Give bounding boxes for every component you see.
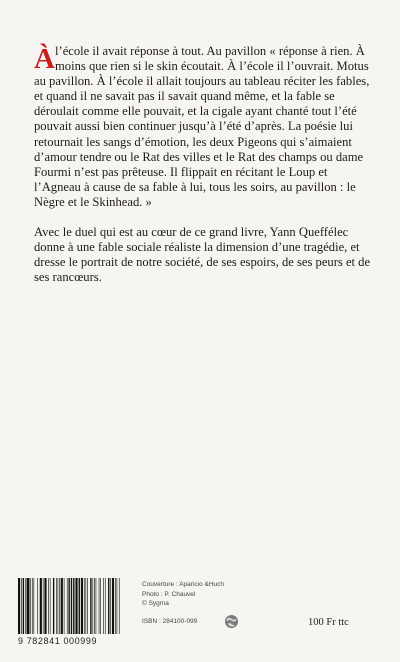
barcode-bar — [103, 578, 104, 634]
price: 100 Fr ttc — [308, 617, 349, 628]
barcode-bar — [73, 578, 74, 634]
drop-cap: À — [34, 43, 55, 75]
barcode-bar — [37, 578, 38, 634]
barcode-bar — [99, 578, 100, 634]
barcode-bar — [50, 578, 51, 634]
barcode-bar — [64, 578, 65, 634]
barcode-bar — [23, 578, 24, 634]
barcode-bar — [53, 578, 54, 634]
blurb-text — [34, 44, 372, 285]
barcode-bar — [44, 578, 46, 634]
barcode-bar — [27, 578, 30, 634]
barcode-bar — [110, 578, 111, 634]
barcode-bar — [117, 578, 118, 634]
blurb-paragraph-1 — [34, 44, 372, 210]
globe-icon — [224, 614, 239, 629]
barcode-bar — [105, 578, 106, 634]
barcode-bar — [61, 578, 63, 634]
barcode-bar — [58, 578, 59, 634]
barcode-bar — [112, 578, 114, 634]
barcode-bar — [75, 578, 77, 634]
barcode-bar — [81, 578, 83, 634]
barcode — [18, 578, 122, 634]
barcode-bar — [30, 578, 31, 634]
barcode-bar — [79, 578, 80, 634]
credit-agency: © Sygma — [142, 600, 169, 607]
barcode-bar — [96, 578, 97, 634]
blurb-paragraph-1-text: l’école il avait réponse à tout. Au pavillon « réponse à rien. À moins que rien si le skin écoutait. À l’école il l’ouvrait. Motus au pavillon. À l’école il allait toujours au tableau réciter les fables, et quand il ne savait pas il savait quand même, et la fable se déroulait comme elle pouvait, et la cigale ayant chanté tout l’été pouvait aussi bien continuer jusqu’à l’été d’après. La poésie lui retournait les sangs d’émotion, les deux Pigeons qui s’aimaient d’amour tendre ou le Rat des villes et le Rat des champs ou dame Fourmi n’est pas prêteuse. Il flippait en récitant le Loup et l’Agneau à cause de sa fable à lui, tous les soirs, au pavillon : le Nègre et le Skinhead. » — [34, 44, 370, 209]
barcode-bar — [86, 578, 87, 634]
barcode-bar — [56, 578, 57, 634]
barcode-bar — [93, 578, 94, 634]
barcode-bar — [87, 578, 88, 634]
blurb-paragraph-2: Avec le duel qui est au cœur de ce grand livre, Yann Queffélec donne à une fable sociale réaliste la dimension d’une tragédie, et dresse le portrait de notre société, de ses espoirs, de ses peurs et de ses rancœurs. — [34, 225, 371, 285]
barcode-bar — [115, 578, 116, 634]
barcode-bar — [40, 578, 42, 634]
credits — [142, 580, 292, 609]
barcode-bar — [71, 578, 72, 634]
barcode-bar — [48, 578, 49, 634]
barcode-bar — [84, 578, 85, 634]
barcode-digits: 9 782841 000999 — [18, 636, 98, 646]
credit-photo: Photo : P. Chauvel — [142, 590, 196, 598]
barcode-bar — [67, 578, 68, 634]
barcode-bar — [32, 578, 33, 634]
barcode-bar — [100, 578, 101, 634]
barcode-bar — [25, 578, 26, 634]
barcode-bar — [21, 578, 22, 634]
barcode-bars — [18, 578, 120, 634]
barcode-bar — [34, 578, 35, 634]
barcode-bar — [68, 578, 69, 634]
barcode-bar — [94, 578, 95, 634]
barcode-bar — [59, 578, 60, 634]
barcode-bar — [119, 578, 120, 634]
isbn: ISBN : 284100-099 — [142, 618, 198, 625]
barcode-bar — [43, 578, 44, 634]
barcode-bar — [90, 578, 91, 634]
barcode-bar — [108, 578, 109, 634]
credit-cover: Couverture : Aparicio &Huch — [142, 581, 225, 588]
barcode-bar — [18, 578, 20, 634]
